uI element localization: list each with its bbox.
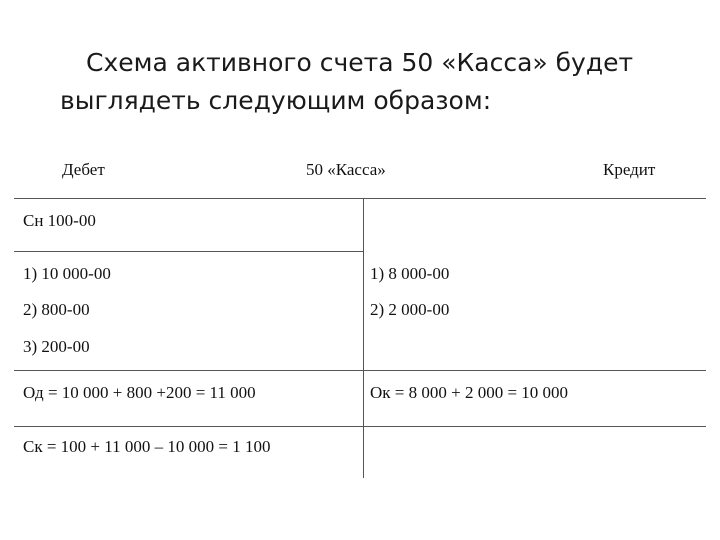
title-line-1: Схема активного счета 50 «Касса» будет [86, 48, 634, 77]
debit-entry: 3) 200-00 [23, 337, 90, 356]
debit-entry: 1) 10 000-00 [23, 264, 111, 283]
opening-balance-line [14, 251, 363, 252]
title-line-2: выглядеть следующим образом: [60, 86, 492, 115]
credit-header: Кредит [603, 160, 656, 179]
opening-balance: Сн 100-00 [23, 211, 96, 230]
debit-header: Дебет [62, 160, 105, 179]
closing-balance: Ск = 100 + 11 000 – 10 000 = 1 100 [23, 437, 271, 456]
credit-turnover: Ок = 8 000 + 2 000 = 10 000 [370, 383, 569, 402]
account-divider [363, 198, 364, 478]
account-name: 50 «Касса» [306, 160, 386, 179]
slide-title [60, 44, 700, 120]
entries-bottom-line [14, 370, 706, 371]
account-top-line [14, 198, 706, 199]
debit-turnover: Од = 10 000 + 800 +200 = 11 000 [23, 383, 256, 402]
debit-entry: 2) 800-00 [23, 300, 90, 319]
credit-entry: 2) 2 000-00 [370, 300, 450, 319]
credit-entry: 1) 8 000-00 [370, 264, 450, 283]
turnover-bottom-line [14, 426, 706, 427]
